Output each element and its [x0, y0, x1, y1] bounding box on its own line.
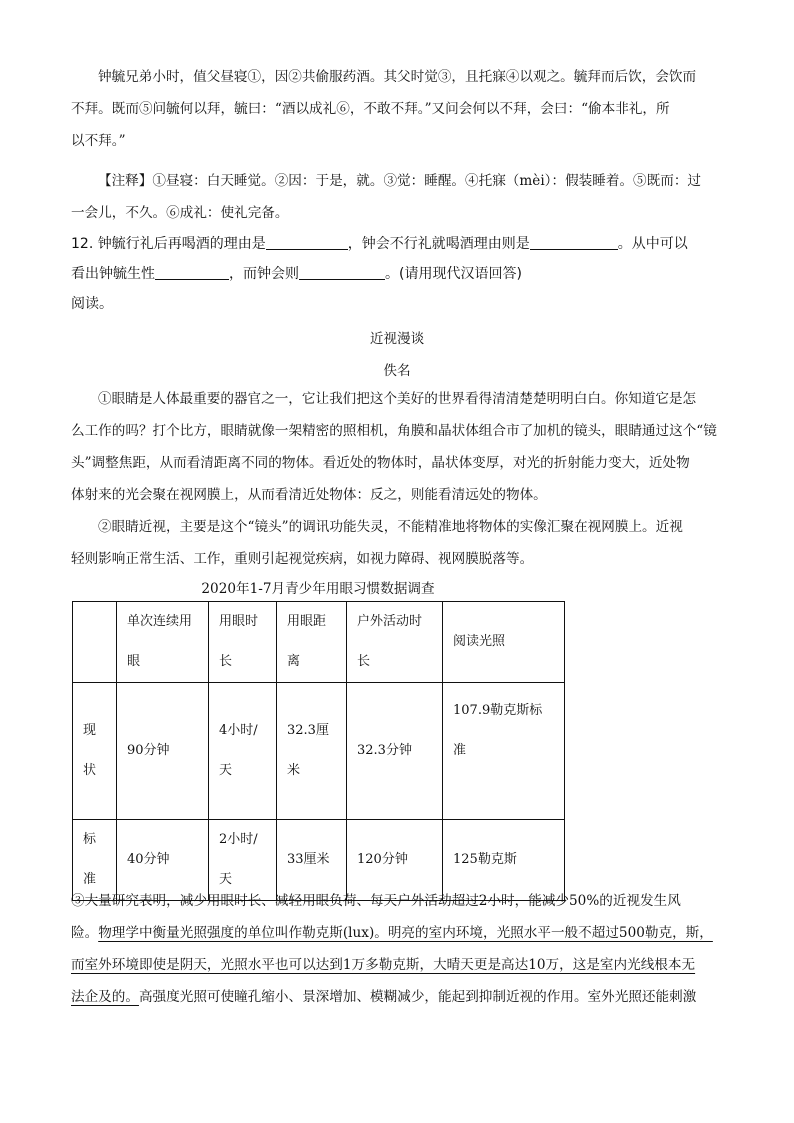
paragraph-3-line — [71, 949, 695, 981]
underlined-text: 而室外环境即使是阴天，光照水平也可以达到1万多勒克斯，大晴天更是高达10万，这是室内光线根本无 — [71, 957, 696, 973]
table-cell: 40分钟 — [117, 820, 209, 901]
question-12-line-2 — [71, 262, 522, 286]
table-cell: 32.3厘米 — [277, 683, 347, 820]
paragraph-1-line: 头”调整焦距，从而看清距离不同的物体。看近处的物体时，晶状体变厚，对光的折射能力变大，近处物 — [71, 455, 690, 471]
question-text: 12. 钟毓行礼后再喝酒的理由是 — [71, 236, 266, 252]
header-cell: 阅读光照 — [443, 602, 565, 683]
question-text: 。从中可以 — [617, 236, 688, 252]
table-cell: 标准 — [73, 820, 117, 901]
table-caption: 2020年1-7月青少年用眼习惯数据调查 — [201, 581, 435, 597]
header-cell: 用眼距离 — [277, 602, 347, 683]
classical-line-1: 钟毓兄弟小时，值父昼寝①，因②共偷服药酒。其父时觉③，且托寐④以观之。毓拜而后饮，会饮而 — [98, 69, 697, 85]
header-cell — [73, 602, 117, 683]
paragraph-1-line: ①眼睛是人体最重要的器官之一，它让我们把这个美好的世界看得清清楚楚明明白白。你知道它是怎 — [98, 391, 697, 407]
table-cell: 125勒克斯 — [443, 820, 565, 901]
paragraph-1-line: 体射来的光会聚在视网膜上，从而看清近处物体：反之，则能看清远处的物体。 — [71, 487, 547, 503]
paragraph-2-line: ②眼睛近视，主要是这个“镜头”的调讯功能失灵，不能精准地将物体的实像汇聚在视网膜上。近视 — [98, 519, 683, 535]
table-cell: 32.3分钟 — [347, 683, 443, 820]
paragraph-3-line — [71, 917, 713, 949]
table-row — [73, 683, 565, 820]
notes-line-1: 【注释】①昼寝：白天睡觉。②因：于是，就。③觉：睡醒。④托寐（mèi）：假装睡着。⑤既而：过 — [98, 173, 702, 189]
paragraph-1-line: 么工作的吗？打个比方，眼睛就像一架精密的照相机，角膜和晶状体组合市了加机的镜头，眼睛通过这个“镜 — [71, 423, 717, 439]
question-text: 。(请用现代汉语回答) — [385, 266, 522, 282]
notes-line-2: 一会儿，不久。⑥成礼：使礼完备。 — [71, 205, 289, 221]
header-cell: 户外活动时长 — [347, 602, 443, 683]
classical-line-2: 不拜。既而⑤问毓何以拜，毓曰：“酒以成礼⑥，不敢不拜。”又问会何以不拜，会曰：“偷本非礼，所 — [71, 101, 670, 117]
paragraph-3-line: ③大量研究表明，减少用眼时长、减轻用眼负荷、每天户外活动超过2小时，能减少50%的近视发生风 — [71, 893, 681, 909]
underlined-text: 法企及的。 — [71, 989, 139, 1005]
table-header-row — [73, 602, 565, 683]
answer-blank-2[interactable] — [530, 233, 618, 250]
paragraph-3-text: 险。 — [71, 925, 99, 941]
question-text: ，钟会不行礼就喝酒理由则是 — [347, 236, 530, 252]
underlined-text: 物理学中衡量光照强度的单位叫作勒克斯(lux)。明亮的室内环境，光照水平一般不超过500勒克，斯， — [98, 925, 713, 941]
table-cell: 33厘米 — [277, 820, 347, 901]
header-cell: 单次连续用眼 — [117, 602, 209, 683]
table-cell: 2小时/天 — [209, 820, 277, 901]
survey-table — [72, 601, 565, 901]
read-label: 阅读。 — [71, 296, 113, 312]
table-cell: 现状 — [73, 683, 117, 820]
classical-line-3: 以不拜。” — [71, 133, 126, 149]
table-cell: 120分钟 — [347, 820, 443, 901]
paragraph-2-line: 轻则影响正常生活、工作，重则引起视觉疾病，如视力障碍、视网膜脱落等。 — [71, 551, 534, 567]
article-title: 近视漫谈 — [369, 331, 425, 347]
question-12-line-1 — [71, 232, 688, 256]
paragraph-3-text: 高强度光照可使瞳孔缩小、景深增加、模糊减少，能起到抑制近视的作用。室外光照还能刺激 — [138, 989, 697, 1005]
answer-blank-1[interactable] — [266, 233, 348, 250]
question-text: 看出钟毓生性 — [71, 266, 155, 282]
article-author: 佚名 — [383, 363, 411, 379]
table-cell: 4小时/天 — [209, 683, 277, 820]
answer-blank-4[interactable] — [299, 263, 385, 280]
table-cell: 90分钟 — [117, 683, 209, 820]
paragraph-3-line — [71, 981, 696, 1013]
answer-blank-3[interactable] — [155, 263, 229, 280]
question-text: ，而钟会则 — [229, 266, 299, 282]
header-cell: 用眼时长 — [209, 602, 277, 683]
table-cell: 107.9勒克斯标准 — [443, 683, 565, 820]
